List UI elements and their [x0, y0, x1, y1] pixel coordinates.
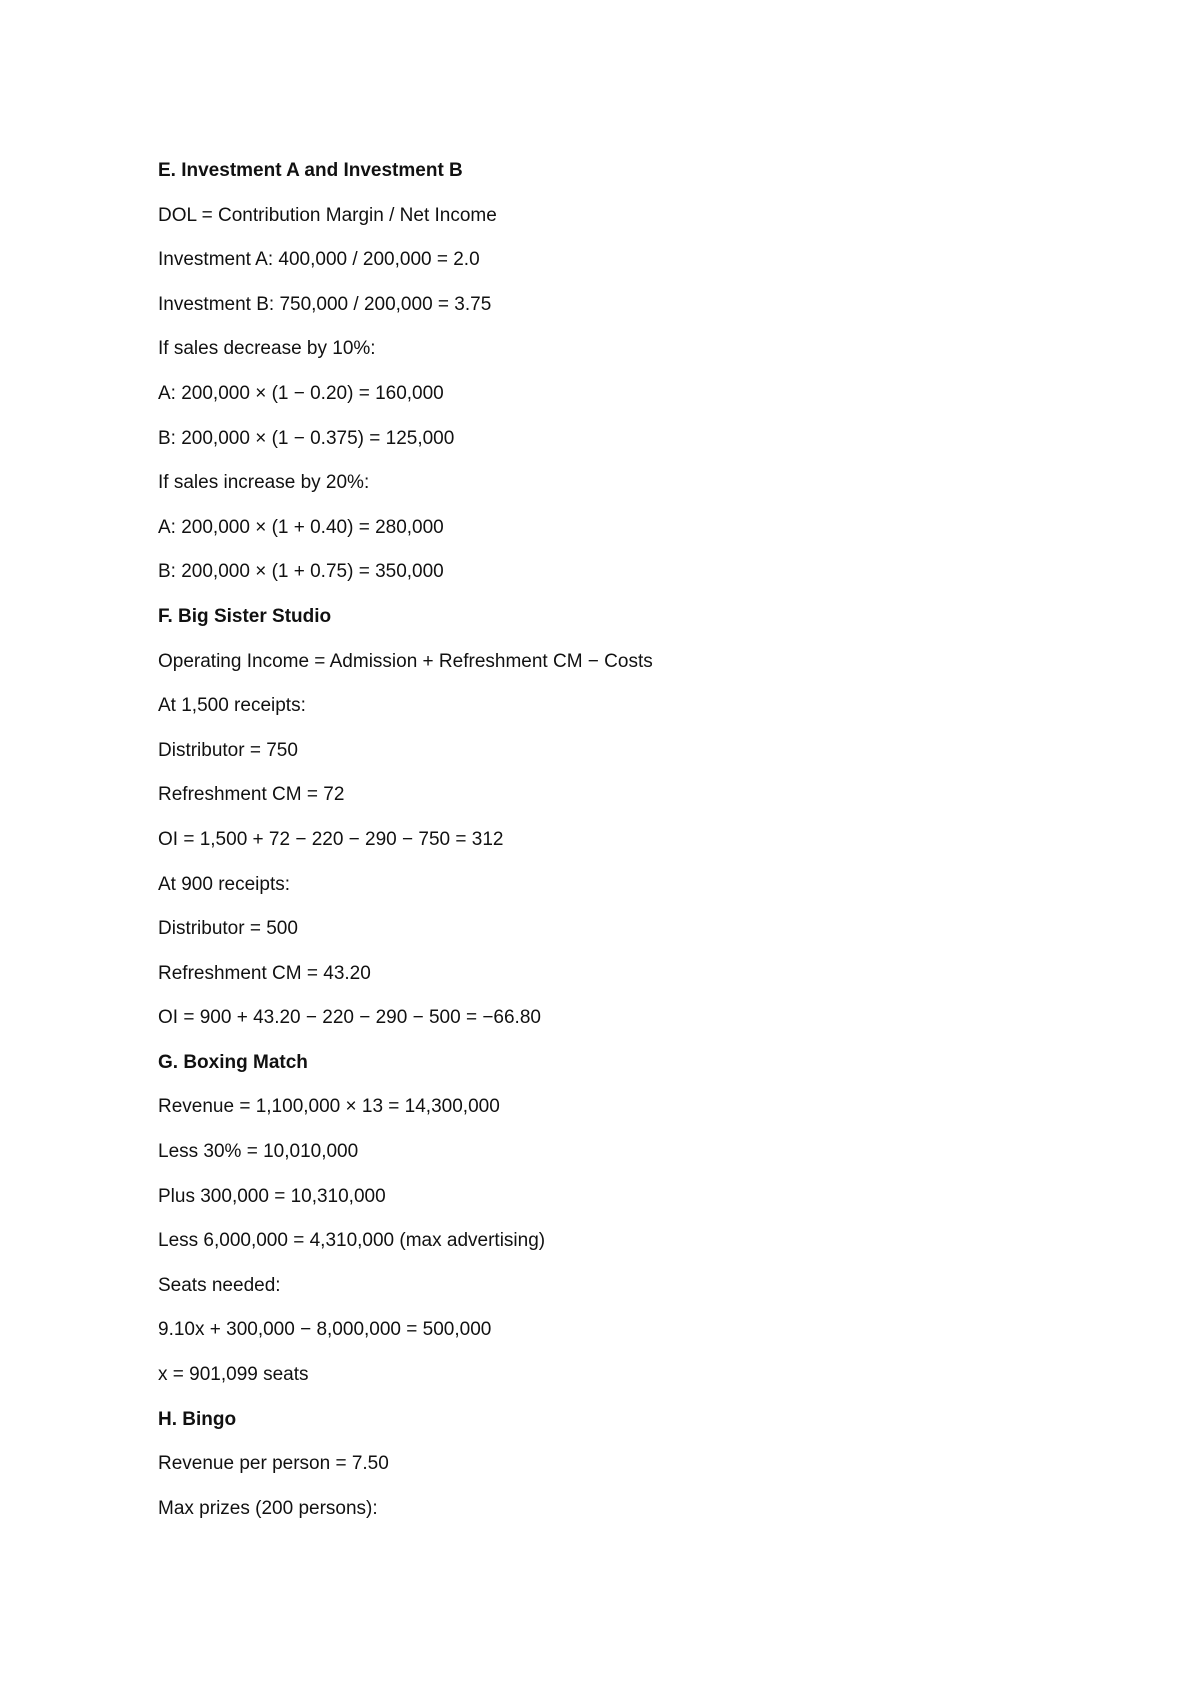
- text-line: Max prizes (200 persons):: [158, 1497, 378, 1519]
- text-line: If sales increase by 20%:: [158, 472, 370, 494]
- text-line: B: 200,000 × (1 + 0.75) = 350,000: [158, 561, 444, 583]
- text-line: A: 200,000 × (1 − 0.20) = 160,000: [158, 382, 444, 404]
- text-line: Investment B: 750,000 / 200,000 = 3.75: [158, 293, 492, 315]
- text-line: At 900 receipts:: [158, 873, 291, 895]
- document-body: [158, 156, 1058, 1538]
- text-line: Refreshment CM = 43.20: [158, 962, 371, 984]
- text-line: Operating Income = Admission + Refreshment CM − Costs: [158, 650, 653, 672]
- text-line: Distributor = 500: [158, 918, 298, 940]
- text-line: Plus 300,000 = 10,310,000: [158, 1185, 386, 1207]
- text-line: OI = 900 + 43.20 − 220 − 290 − 500 = −66.80: [158, 1007, 541, 1029]
- text-line: Less 30% = 10,010,000: [158, 1141, 359, 1163]
- text-line: OI = 1,500 + 72 − 220 − 290 − 750 = 312: [158, 828, 504, 850]
- text-line: Refreshment CM = 72: [158, 784, 345, 806]
- text-line: At 1,500 receipts:: [158, 695, 306, 717]
- text-line: B: 200,000 × (1 − 0.375) = 125,000: [158, 427, 455, 449]
- section-heading: H. Bingo: [158, 1408, 237, 1430]
- text-line: Investment A: 400,000 / 200,000 = 2.0: [158, 249, 480, 271]
- section-heading: G. Boxing Match: [158, 1051, 308, 1073]
- text-line: Distributor = 750: [158, 739, 298, 761]
- text-line: If sales decrease by 10%:: [158, 338, 376, 360]
- text-line: x = 901,099 seats: [158, 1364, 309, 1386]
- text-line: 9.10x + 300,000 − 8,000,000 = 500,000: [158, 1319, 492, 1341]
- text-line: Seats needed:: [158, 1274, 281, 1296]
- text-line: DOL = Contribution Margin / Net Income: [158, 204, 497, 226]
- text-line: Revenue = 1,100,000 × 13 = 14,300,000: [158, 1096, 500, 1118]
- section-heading: E. Investment A and Investment B: [158, 160, 463, 181]
- text-line: Less 6,000,000 = 4,310,000 (max advertising): [158, 1230, 546, 1252]
- section-heading: F. Big Sister Studio: [158, 605, 332, 627]
- text-line: Revenue per person = 7.50: [158, 1453, 389, 1475]
- text-line: A: 200,000 × (1 + 0.40) = 280,000: [158, 516, 444, 538]
